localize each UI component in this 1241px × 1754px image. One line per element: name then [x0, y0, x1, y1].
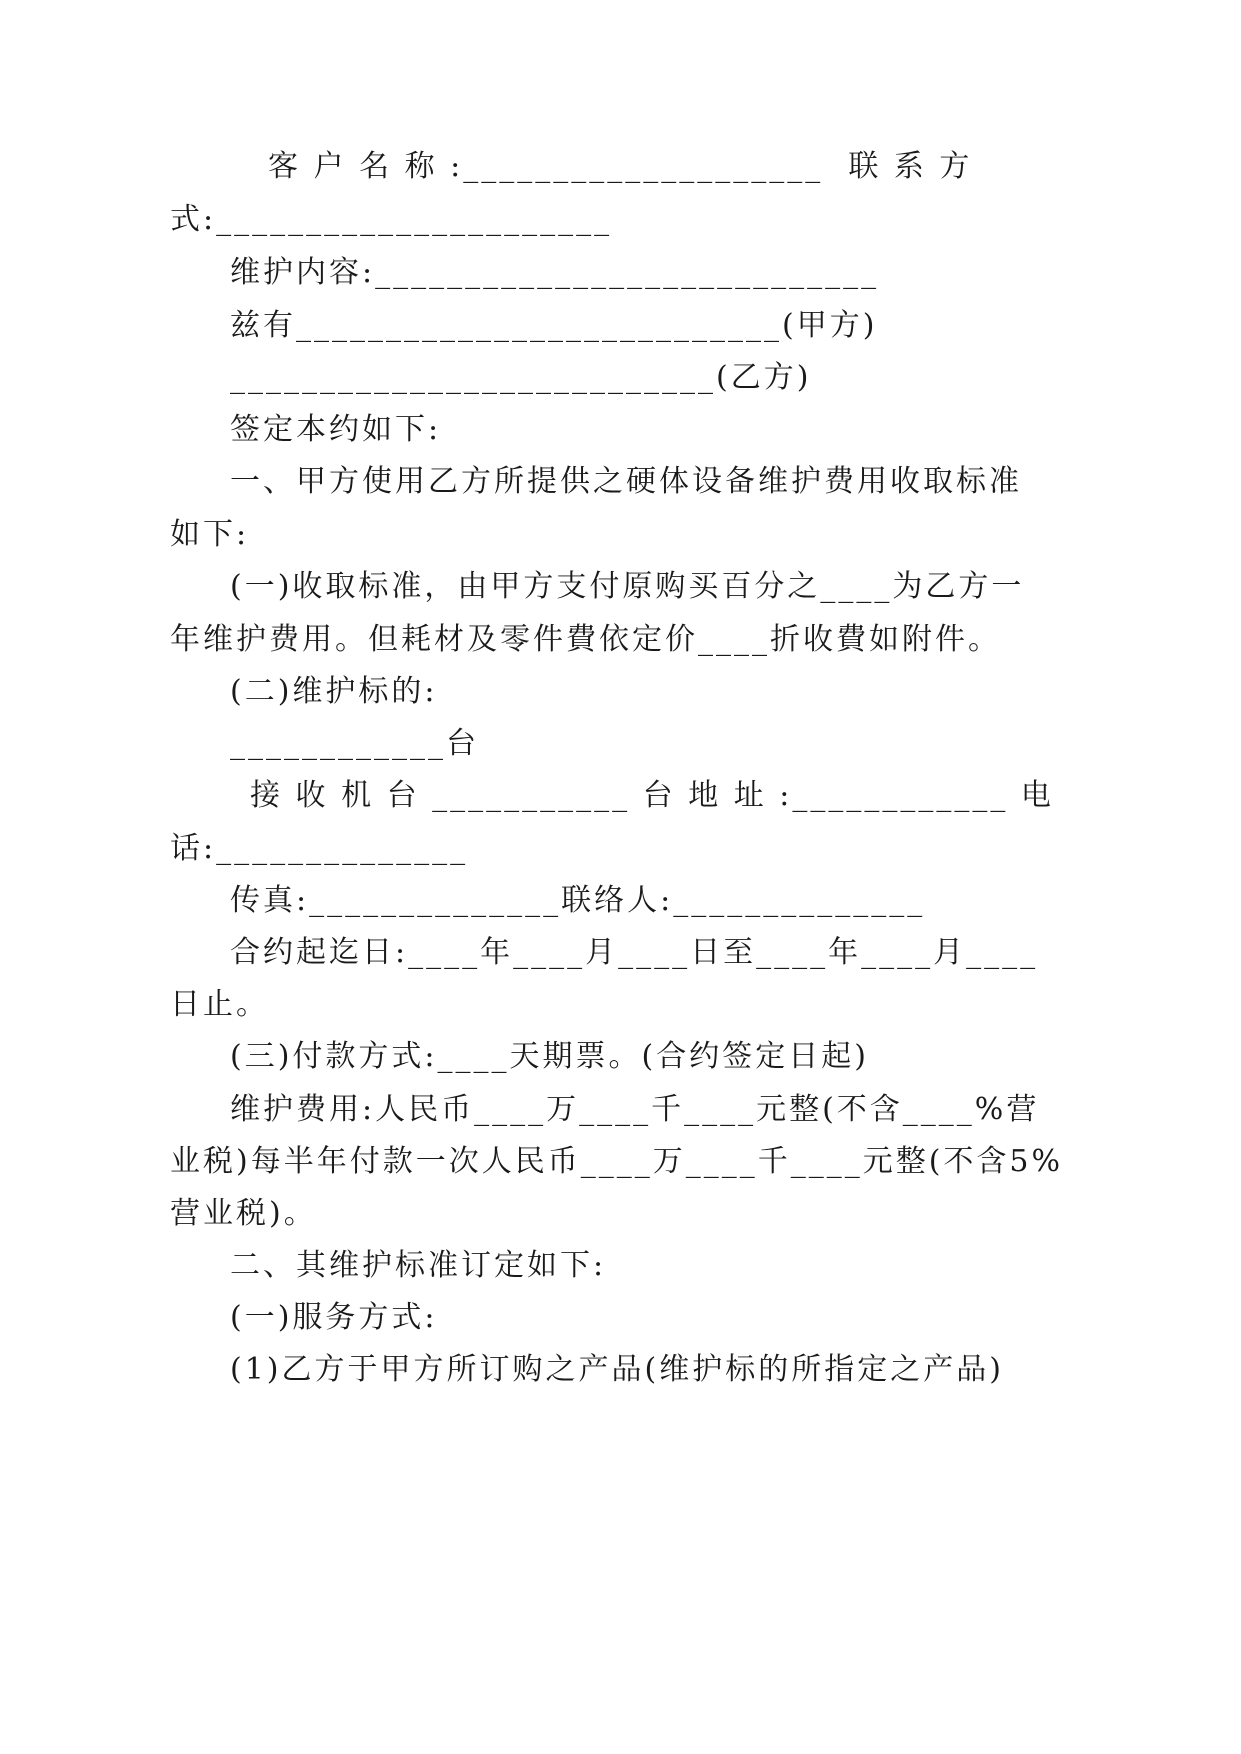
fee-standard-cont: 年维护费用。但耗材及零件費依定价____折收費如附件。: [170, 622, 1001, 657]
party-b-line: ___________________________(乙方): [230, 360, 812, 395]
receiver-address-line: 接 收 机 台 ___________ 台 地 址 :____________ 电: [250, 778, 1054, 813]
maintenance-content-line: 维护内容:____________________________: [230, 255, 880, 290]
fax-contact-line: 传真:______________联络人:______________: [230, 883, 926, 918]
maintenance-fee-end: 营业税)。: [170, 1196, 317, 1231]
section-2-heading: 二、其维护标准订定如下:: [230, 1248, 607, 1283]
agreement-intro: 签定本约如下:: [230, 412, 442, 447]
service-clause-1: (1)乙方于甲方所订购之产品(维护标的所指定之产品): [230, 1352, 1004, 1387]
contact-line: 式:______________________: [170, 202, 613, 237]
maintenance-fee-line: 维护费用:人民币____万____千____元整(不含____%营: [230, 1092, 1040, 1127]
units-line: ____________台: [230, 726, 479, 761]
section-1-heading: 一、甲方使用乙方所提供之硬体设备维护费用收取标准: [230, 464, 1022, 499]
maintenance-fee-cont: 业税)每半年付款一次人民币____万____千____元整(不含5%: [170, 1144, 1064, 1179]
party-a-line: 兹有___________________________(甲方): [230, 308, 878, 343]
fee-standard-line: (一)收取标准，由甲方支付原购买百分之____为乙方一: [230, 569, 1025, 604]
payment-method-line: (三)付款方式:____天期票。(合约签定日起): [230, 1039, 869, 1074]
maintenance-target-heading: (二)维护标的:: [230, 674, 438, 709]
phone-line: 话:______________: [170, 831, 469, 866]
section-1-heading-cont: 如下:: [170, 517, 250, 552]
contract-period-cont: 日止。: [170, 987, 269, 1022]
contract-period-line: 合约起迄日:____年____月____日至____年____月____: [230, 935, 1039, 970]
customer-name-line: 客 户 名 称 :____________________ 联 系 方: [268, 149, 973, 184]
service-method-heading: (一)服务方式:: [230, 1300, 438, 1335]
